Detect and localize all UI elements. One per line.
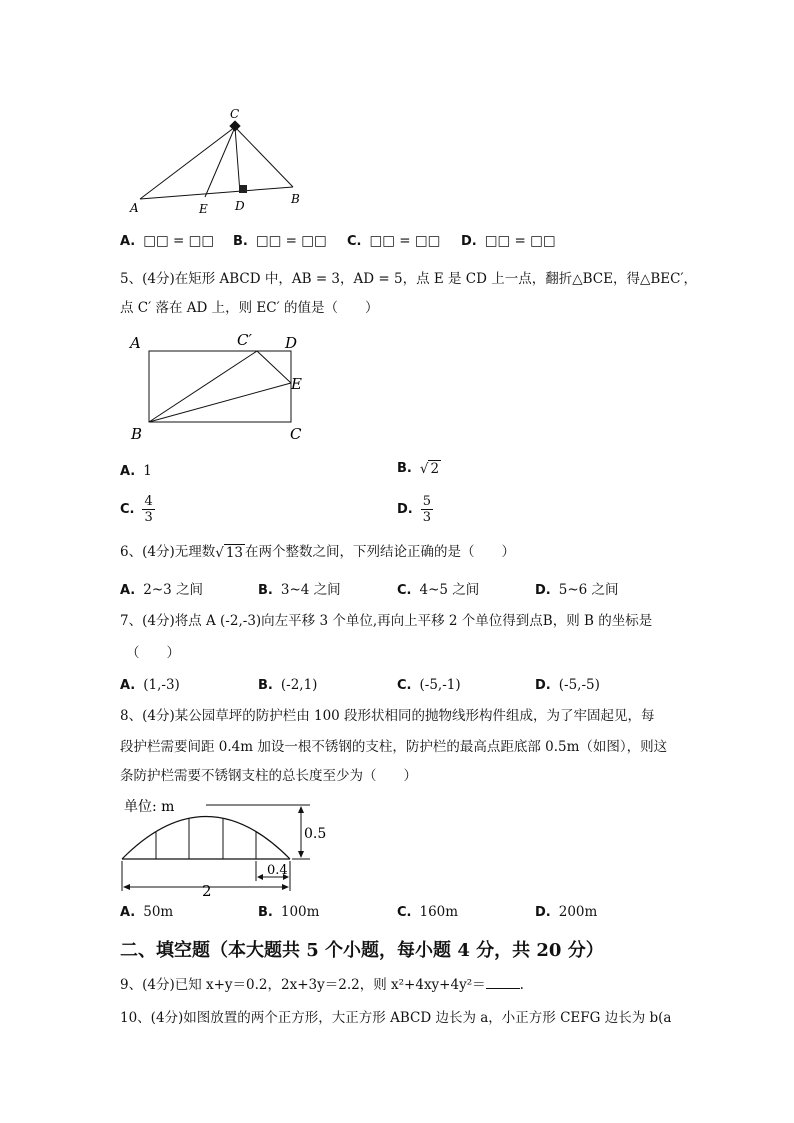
option-letter: D. bbox=[461, 234, 477, 249]
q5-option-a[interactable] bbox=[120, 461, 152, 482]
q7-option-a[interactable] bbox=[120, 675, 180, 696]
q5-option-b[interactable] bbox=[397, 458, 441, 479]
denominator: 3 bbox=[144, 510, 153, 525]
option-letter: D. bbox=[535, 905, 551, 920]
fraction bbox=[421, 494, 433, 525]
label-D: D bbox=[235, 199, 245, 213]
triangle-figure bbox=[118, 100, 313, 220]
q6-option-b[interactable] bbox=[258, 580, 341, 601]
section-title: 二、填空题（本大题共 5 个小题，每小题 4 分，共 20 分） bbox=[120, 940, 604, 961]
option-text: 160m bbox=[419, 904, 459, 920]
q9-stem bbox=[120, 975, 524, 995]
label-D: D bbox=[285, 334, 298, 352]
label-B: B bbox=[131, 425, 143, 443]
label-C: C bbox=[290, 425, 302, 443]
q7-stem-line1: 7、(4分)将点 A (-2,-3)向左平移 3 个单位,再向上平移 2 个单位得到点B，则 B 的坐标是 bbox=[120, 613, 653, 629]
q5-option-d[interactable] bbox=[397, 494, 433, 525]
q8-option-d[interactable] bbox=[535, 902, 597, 923]
option-letter: D. bbox=[535, 678, 551, 693]
label-B: B bbox=[291, 192, 300, 206]
fraction bbox=[142, 494, 154, 525]
q8-stem-line3: 条防护栏需要不锈钢支柱的总长度至少为（ ） bbox=[120, 768, 417, 784]
option-letter: C. bbox=[397, 583, 412, 598]
option-letter: A. bbox=[120, 583, 136, 598]
option-text: (-2,1) bbox=[280, 677, 318, 693]
option-text: 50m bbox=[143, 904, 174, 920]
q6-option-c[interactable] bbox=[397, 580, 479, 601]
q6-suffix: 在两个整数之间，下列结论正确的是（ ） bbox=[245, 544, 516, 560]
denominator: 3 bbox=[422, 510, 432, 525]
option-value: 1 bbox=[143, 463, 152, 479]
option-letter: B. bbox=[258, 905, 273, 920]
option-text: 5~6 之间 bbox=[558, 582, 619, 598]
height-label: 0.5 bbox=[304, 826, 327, 842]
q6-stem bbox=[120, 542, 515, 563]
option-letter: A. bbox=[120, 234, 136, 249]
label-C-prime: C′ bbox=[237, 331, 252, 349]
option-text: 200m bbox=[558, 904, 598, 920]
answer-blank[interactable] bbox=[486, 975, 520, 989]
option-letter: A. bbox=[120, 905, 136, 920]
numerator: 5 bbox=[422, 494, 432, 509]
option-letter: D. bbox=[535, 583, 551, 598]
option-letter: B. bbox=[397, 461, 412, 476]
option-letter: C. bbox=[397, 905, 412, 920]
q7-option-b[interactable] bbox=[258, 675, 317, 696]
option-text: □□ = □□ bbox=[255, 233, 327, 249]
q9-suffix: . bbox=[519, 977, 524, 993]
rectangle-figure bbox=[125, 330, 315, 445]
q6-option-d[interactable] bbox=[535, 580, 619, 601]
option-text: 4~5 之间 bbox=[419, 582, 480, 598]
parabola-figure bbox=[118, 795, 328, 900]
option-letter: B. bbox=[258, 678, 273, 693]
option-letter: A. bbox=[120, 678, 136, 693]
label-A: A bbox=[130, 334, 141, 352]
label-C: C bbox=[230, 107, 240, 121]
q4-option-a[interactable] bbox=[120, 231, 214, 252]
q7-option-c[interactable] bbox=[397, 675, 461, 696]
numerator: 4 bbox=[144, 494, 153, 509]
q7-stem-line2: （ ） bbox=[126, 645, 180, 661]
option-text: (1,-3) bbox=[143, 677, 180, 693]
option-letter: C. bbox=[397, 678, 412, 693]
q5-stem-line2: 点 C′ 落在 AD 上，则 EC′ 的值是（ ） bbox=[120, 300, 379, 316]
q8-stem-line1: 8、(4分)某公园草坪的防护栏由 100 段形状相同的抛物线形构件组成，为了牢固起见，每 bbox=[120, 708, 655, 724]
label-E: E bbox=[291, 375, 302, 393]
q5-option-c[interactable] bbox=[120, 494, 155, 525]
option-text: 2~3 之间 bbox=[143, 582, 204, 598]
q4-option-d[interactable] bbox=[461, 231, 556, 252]
q8-option-c[interactable] bbox=[397, 902, 458, 923]
option-text: □□ = □□ bbox=[369, 233, 441, 249]
sqrt-expression: √ 2 bbox=[419, 460, 440, 477]
option-letter: D. bbox=[397, 502, 413, 517]
q9-prefix: 9、(4分)已知 x+y＝0.2，2x+3y＝2.2，则 x²+4xy+4y²＝ bbox=[120, 977, 486, 993]
option-letter: C. bbox=[347, 234, 362, 249]
q10-stem-line1: 10、(4分)如图放置的两个正方形，大正方形 ABCD 边长为 a，小正方形 CEFG 边长为 b(a bbox=[120, 1010, 672, 1026]
q8-stem-line2: 段护栏需要间距 0.4m 加设一根不锈钢的支柱，防护栏的最高点距底部 0.5m（如图），则这 bbox=[120, 739, 668, 755]
gap-label: 0.4 bbox=[267, 863, 288, 878]
q7-option-d[interactable] bbox=[535, 675, 600, 696]
option-text: (-5,-1) bbox=[419, 677, 461, 693]
option-letter: A. bbox=[120, 464, 136, 479]
q6-prefix: 6、(4分)无理数 bbox=[120, 544, 216, 560]
label-E: E bbox=[199, 202, 208, 216]
sqrt-expression: √ 13 bbox=[215, 544, 244, 561]
q4-option-c[interactable] bbox=[347, 231, 440, 252]
width-label: 2 bbox=[202, 882, 212, 900]
option-text: □□ = □□ bbox=[143, 233, 215, 249]
q6-option-a[interactable] bbox=[120, 580, 203, 601]
option-letter: B. bbox=[233, 234, 248, 249]
option-text: □□ = □□ bbox=[484, 233, 556, 249]
option-letter: C. bbox=[120, 502, 135, 517]
q8-option-b[interactable] bbox=[258, 902, 319, 923]
option-text: 3~4 之间 bbox=[280, 582, 341, 598]
unit-label: 单位: m bbox=[124, 799, 175, 815]
label-A: A bbox=[130, 201, 139, 215]
option-text: 100m bbox=[280, 904, 320, 920]
option-letter: B. bbox=[258, 583, 273, 598]
radicand: 2 bbox=[430, 460, 440, 477]
q5-stem-line1: 5、(4分)在矩形 ABCD 中，AB = 3，AD = 5，点 E 是 CD 上一点，翻折△BCE，得△BEC′， bbox=[120, 271, 698, 287]
q4-option-b[interactable] bbox=[233, 231, 327, 252]
option-text: (-5,-5) bbox=[558, 677, 600, 693]
q8-option-a[interactable] bbox=[120, 902, 173, 923]
radicand: 13 bbox=[225, 544, 244, 561]
